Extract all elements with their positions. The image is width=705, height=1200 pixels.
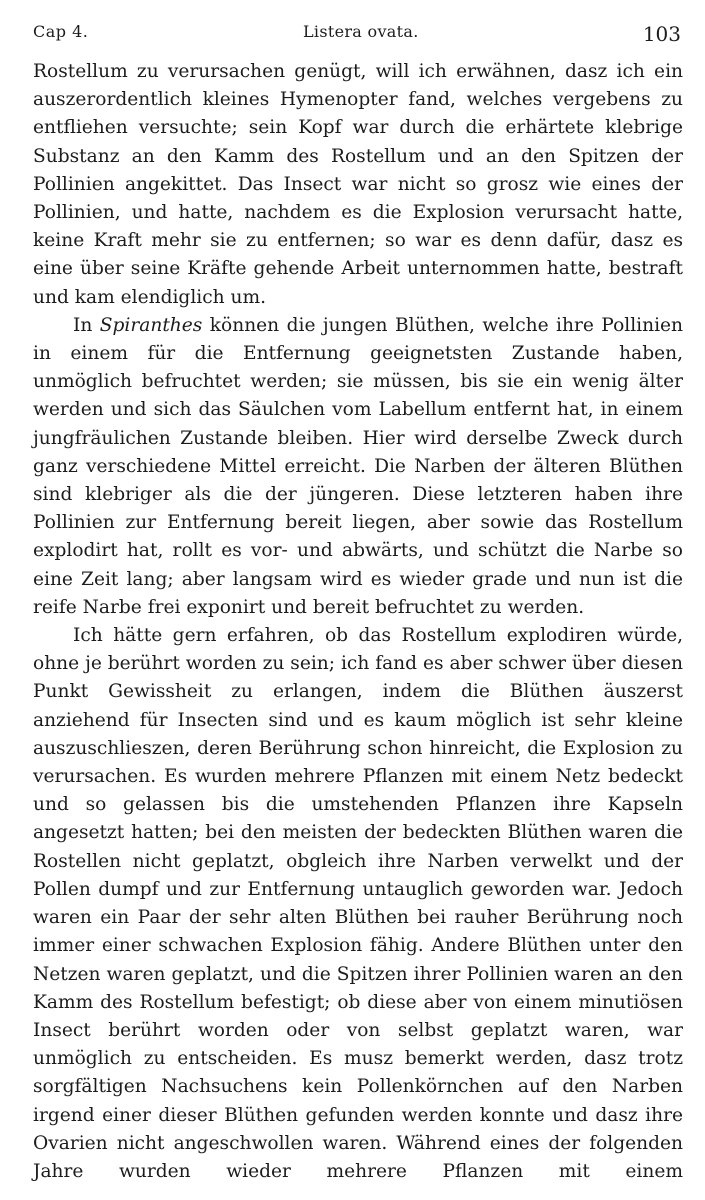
paragraph-lead-word: In [73,314,100,336]
paragraph-experiment: Ich hätte gern erfahren, ob das Rostellum explodiren würde, ohne je berührt worden zu sein; ich fand es aber schwer über diesen Punkt Gewissheit zu erlangen, indem die Blüthen äuszerst anziehend für Insecten sind und es kaum möglich ist sehr kleine auszuschlieszen, deren Berührung schon hinreicht, die Explosion zu verursachen. Es wurden mehrere Pflanzen mit einem Netz bedeckt und so gelassen bis die umstehenden Pflanzen ihre Kapseln angesetzt hatten; bei den meisten der bedeckten Blüthen waren die Rostellen nicht geplatzt, obgleich ihre Narben verwelkt und der Pollen dumpf und zur Entfernung untauglich geworden war. Jedoch waren ein Paar der sehr alten Blüthen bei rauher Berührung noch immer einer schwachen Explosion fähig. Andere Blüthen unter den Netzen waren geplatzt, und die Spitzen ihrer Pollinien waren an den Kamm des Rostellum befestigt; ob diese aber von einem minutiösen Insect berührt worden oder von selbst geplatzt waren, war unmöglich zu entscheiden. Es musz bemerkt werden, dasz trotz sorgfältigen Nachsuchens kein Pollenkörnchen auf den Narben irgend einer dieser Blüthen gefunden werden konnte und dasz ihre Ovarien nicht angeschwollen waren. Während eines der folgenden Jahre wurden wieder mehrere Pflanzen mit einem [33,625,683,1182]
body-text [33,58,683,1186]
paragraph-body: können die jungen Blüthen, welche ihre Pollinien in einem für die Entfernung geeignetsten Zustande haben, unmöglich befruchtet werden; sie müssen, bis sie ein wenig älter werden und sich das Säulchen vom Labellum entfernt hat, in einem jungfräulichen Zustande bleiben. Hier wird derselbe Zweck durch ganz verschiedene Mittel erreicht. Die Narben der älteren Blüthen sind klebriger als die der jüngeren. Diese letzteren haben ihre Pollinien zur Entfernung bereit liegen, aber sowie das Rostellum explodirt hat, rollt es vor- und abwärts, und schützt die Narbe so eine Zeit lang; aber langsam wird es wieder grade und nun ist die reife Narbe frei exponirt und bereit befruchtet zu werden. [33,314,684,618]
running-title: Listera ovata. [303,22,419,41]
running-head [33,18,683,52]
page-number: 103 [642,22,681,46]
chapter-label: Cap 4. [33,22,89,41]
paragraph-continued: Rostellum zu verursachen genügt, will ich erwähnen, dasz ich ein auszerordentlich kleines Hymenopter fand, welches vergebens zu entfliehen versuchte; sein Kopf war durch die erhärtete klebrige Substanz an den Kamm des Rostellum und an den Spitzen der Pollinien angekittet. Das Insect war nicht so grosz wie eines der Pollinien, und hatte, nachdem es die Explosion verursacht hatte, keine Kraft mehr sie zu entfernen; so war es denn dafür, dasz es eine über seine Kräfte gehende Arbeit unternommen hatte, bestraft und kam elendiglich um. [33,61,683,308]
paragraph-spiranthes [33,312,683,622]
book-page [33,18,683,1186]
genus-name-italic: Spiranthes [99,314,203,336]
